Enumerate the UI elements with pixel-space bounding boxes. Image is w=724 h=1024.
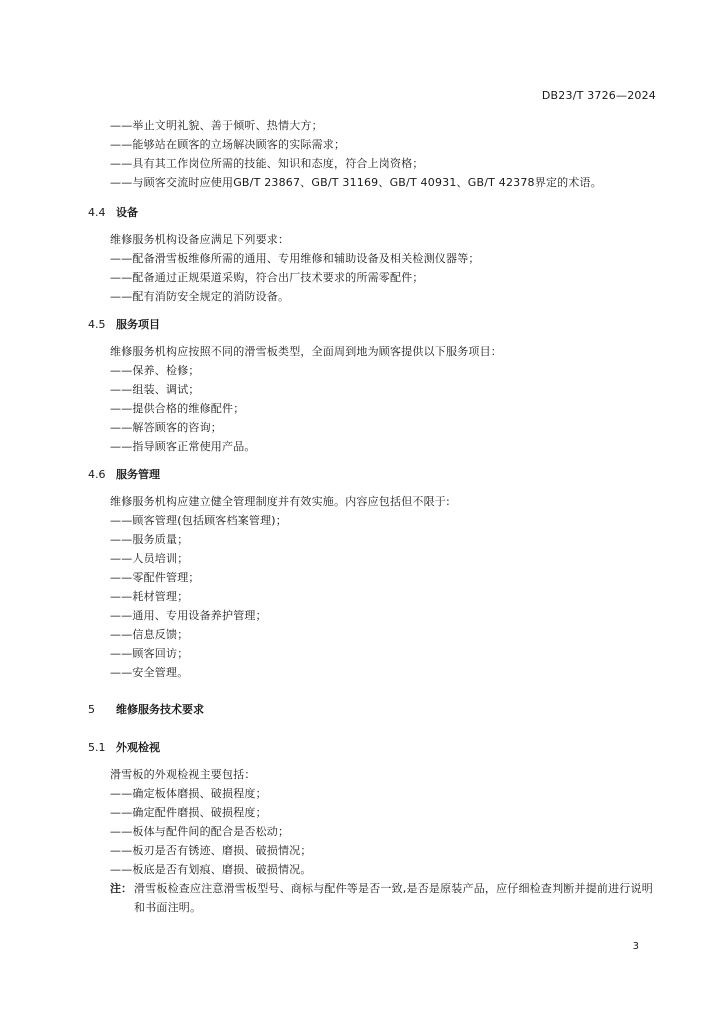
section-heading-5-1 bbox=[88, 738, 658, 757]
note-label: 注： bbox=[110, 882, 132, 895]
list-item: ——指导顾客正常使用产品。 bbox=[110, 440, 256, 453]
list-item: ——配备滑雪板维修所需的通用、专用维修和辅助设备及相关检测仪器等； bbox=[110, 252, 480, 265]
list-item: ——具有其工作岗位所需的技能、知识和态度，符合上岗资格； bbox=[110, 157, 424, 170]
list-item: ——提供合格的维修配件； bbox=[110, 402, 245, 415]
section-number: 4.6 bbox=[88, 468, 106, 481]
intro-list bbox=[88, 116, 658, 192]
section-title: 服务项目 bbox=[116, 318, 160, 331]
section-5-1-body bbox=[88, 765, 658, 917]
document-body bbox=[88, 116, 658, 917]
section-4-5-body bbox=[88, 342, 658, 456]
list-item: ——保养、检修； bbox=[110, 364, 200, 377]
document-code: DB23/T 3726—2024 bbox=[541, 89, 656, 102]
list-item: ——配备通过正规渠道采购，符合出厂技术要求的所需零配件； bbox=[110, 271, 424, 284]
section-4-6-body bbox=[88, 492, 658, 682]
list-item: ——板刃是否有锈迹、磨损、破损情况； bbox=[110, 844, 312, 857]
section-number: 4.4 bbox=[88, 206, 106, 219]
section-heading-4-5 bbox=[88, 315, 658, 334]
list-item: ——顾客回访； bbox=[110, 647, 189, 660]
list-item: ——配有消防安全规定的消防设备。 bbox=[110, 290, 290, 303]
list-item: ——组装、调试； bbox=[110, 383, 200, 396]
list-item: ——解答顾客的咨询； bbox=[110, 421, 222, 434]
section-title: 设备 bbox=[116, 206, 138, 219]
section-4-4-body bbox=[88, 230, 658, 306]
list-item: ——确定板体磨损、破损程度； bbox=[110, 787, 267, 800]
section-number: 5 bbox=[88, 703, 95, 716]
list-item: ——人员培训； bbox=[110, 552, 189, 565]
section-heading-4-6 bbox=[88, 465, 658, 484]
list-item: ——安全管理。 bbox=[110, 666, 189, 679]
list-item: ——耗材管理； bbox=[110, 590, 189, 603]
note-text: 滑雪板检查应注意滑雪板型号、商标与配件等是否一致,是否是原装产品，应仔细检查判断并提前进行说明和书面注明。 bbox=[134, 882, 653, 914]
page-number: 3 bbox=[632, 941, 639, 952]
section-title: 外观检视 bbox=[116, 741, 160, 754]
section-number: 5.1 bbox=[88, 741, 106, 754]
list-item: ——通用、专用设备养护管理； bbox=[110, 609, 267, 622]
section-lead: 维修服务机构设备应满足下列要求： bbox=[110, 233, 290, 246]
list-item: ——服务质量； bbox=[110, 533, 189, 546]
section-title: 维修服务技术要求 bbox=[116, 703, 204, 716]
list-item: ——板体与配件间的配合是否松动； bbox=[110, 825, 290, 838]
list-item: ——零配件管理； bbox=[110, 571, 200, 584]
section-heading-5 bbox=[88, 700, 658, 719]
list-item: ——能够站在顾客的立场解决顾客的实际需求； bbox=[110, 138, 346, 151]
section-number: 4.5 bbox=[88, 318, 106, 331]
list-item: ——确定配件磨损、破损程度； bbox=[110, 806, 267, 819]
list-item: ——顾客管理(包括顾客档案管理)； bbox=[110, 514, 287, 527]
list-item: ——板底是否有划痕、磨损、破损情况。 bbox=[110, 863, 312, 876]
section-lead: 维修服务机构应建立健全管理制度并有效实施。内容应包括但不限于: bbox=[110, 495, 450, 508]
list-item: ——信息反馈； bbox=[110, 628, 189, 641]
list-item: ——与顾客交流时应使用GB/T 23867、GB/T 31169、GB/T 40931、GB/T 42378界定的术语。 bbox=[110, 176, 602, 189]
section-lead: 滑雪板的外观检视主要包括： bbox=[110, 768, 256, 781]
note bbox=[88, 879, 658, 917]
section-lead: 维修服务机构应按照不同的滑雪板类型，全面周到地为顾客提供以下服务项目： bbox=[110, 345, 502, 358]
section-heading-4-4 bbox=[88, 203, 658, 222]
section-title: 服务管理 bbox=[116, 468, 160, 481]
list-item: ——举止文明礼貌、善于倾听、热情大方； bbox=[110, 119, 323, 132]
